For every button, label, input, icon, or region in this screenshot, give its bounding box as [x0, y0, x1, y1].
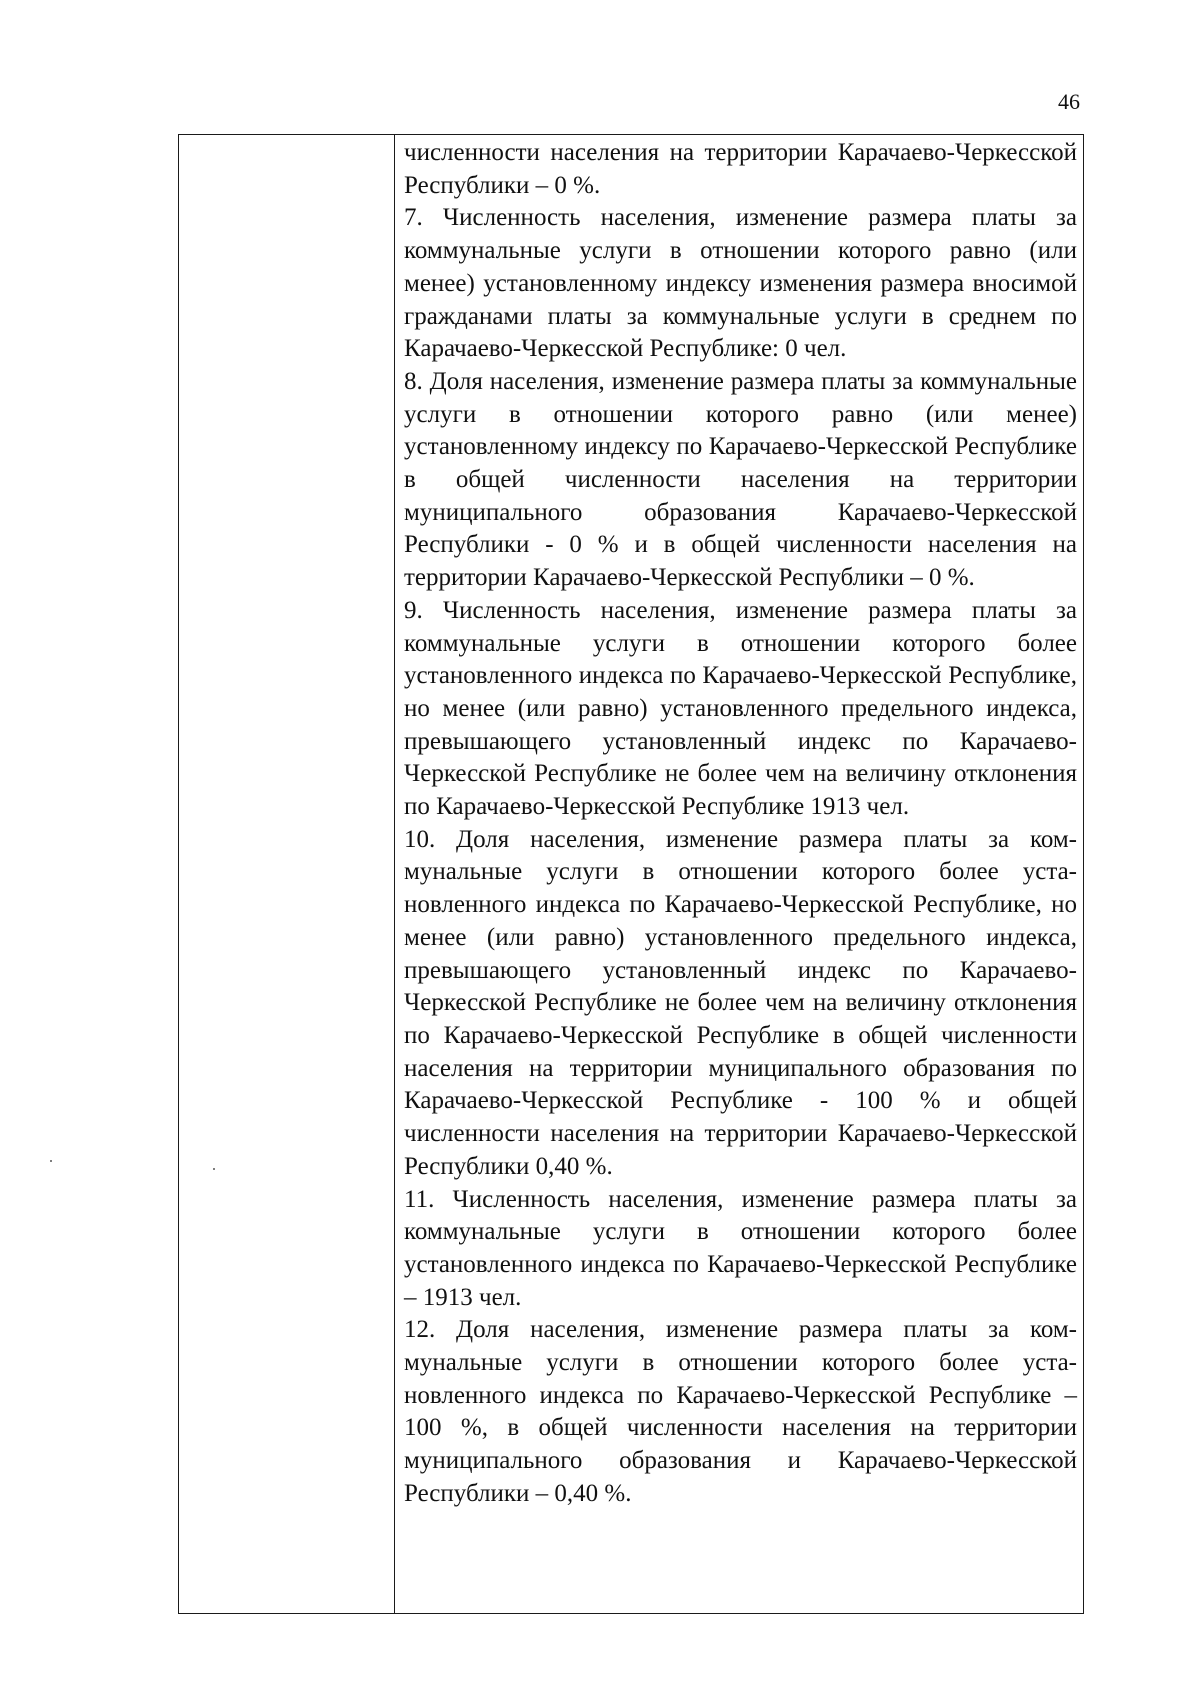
- paragraph-item-10: 10. Доля населения, изменение размера платы за коммунальные услуги в отношении которого более установленного индекса по Карачаево-Черкесской Республике, но менее (или равно) установленного предельного индекса, превышающего установленный индекс по Карачаево-Черкесской Республике не более чем на величину отклонения по Карачаево-Черкесской Республике в общей численности населения на территории муниципального образования по Карачаево-Черкесской Республике - 100 % и общей численности населения на территории Карачаево-Черкесской Республики 0,40 %.: [404, 825, 1077, 1180]
- document-table: [178, 134, 1084, 1614]
- table-right-column: [395, 135, 1083, 1613]
- paragraph-item-11: 11. Численность населения, изменение размера платы за коммунальные услуги в отношении которого более установленного индекса по Карачаево-Черкесской Республике – 1913 чел.: [404, 1185, 1077, 1311]
- paragraph-item-9: 9. Численность населения, изменение размера платы за коммунальные услуги в отношении которого более установленного индекса по Карачаево-Черкесской Республике, но менее (или равно) установленного предельного индекса, превышающего установленный индекс по Карачаево-Черкесской Республике не более чем на величину отклонения по Карачаево-Черкесской Республике 1913 чел.: [404, 596, 1077, 821]
- paragraph-item-12: 12. Доля населения, изменение размера платы за коммунальные услуги в отношении которого более установленного индекса по Карачаево-Черкесской Республике – 100 %, в общей численности населения на территории муниципального образования и Карачаево-Черкесской Республики – 0,40 %.: [404, 1316, 1077, 1507]
- paragraph-item-8: 8. Доля населения, изменение размера платы за коммунальные услуги в отношении которого равно (или менее) установленному индексу по Карачаево-Черкесской Республике в общей численности населения на территории муниципального образования Карачаево-Черкесской Республики - 0 % и в общей численности населения на территории Карачаево-Черкесской Республики – 0 %.: [404, 367, 1077, 592]
- paragraph-continuation: численности населения на территории Карачаево-Черкесской Республики – 0 %.: [404, 139, 1077, 199]
- table-left-column: [179, 135, 395, 1613]
- paragraph-item-7: 7. Численность населения, изменение размера платы за коммунальные услуги в отношении которого равно (или менее) установленному индексу изменения размера вносимой гражданами платы за коммунальные услуги в среднем по Карачаево-Черкесской Республике: 0 чел.: [404, 204, 1077, 363]
- page-number: 46: [1058, 89, 1080, 114]
- scan-speck: [50, 1160, 52, 1162]
- scan-speck: [213, 1168, 215, 1170]
